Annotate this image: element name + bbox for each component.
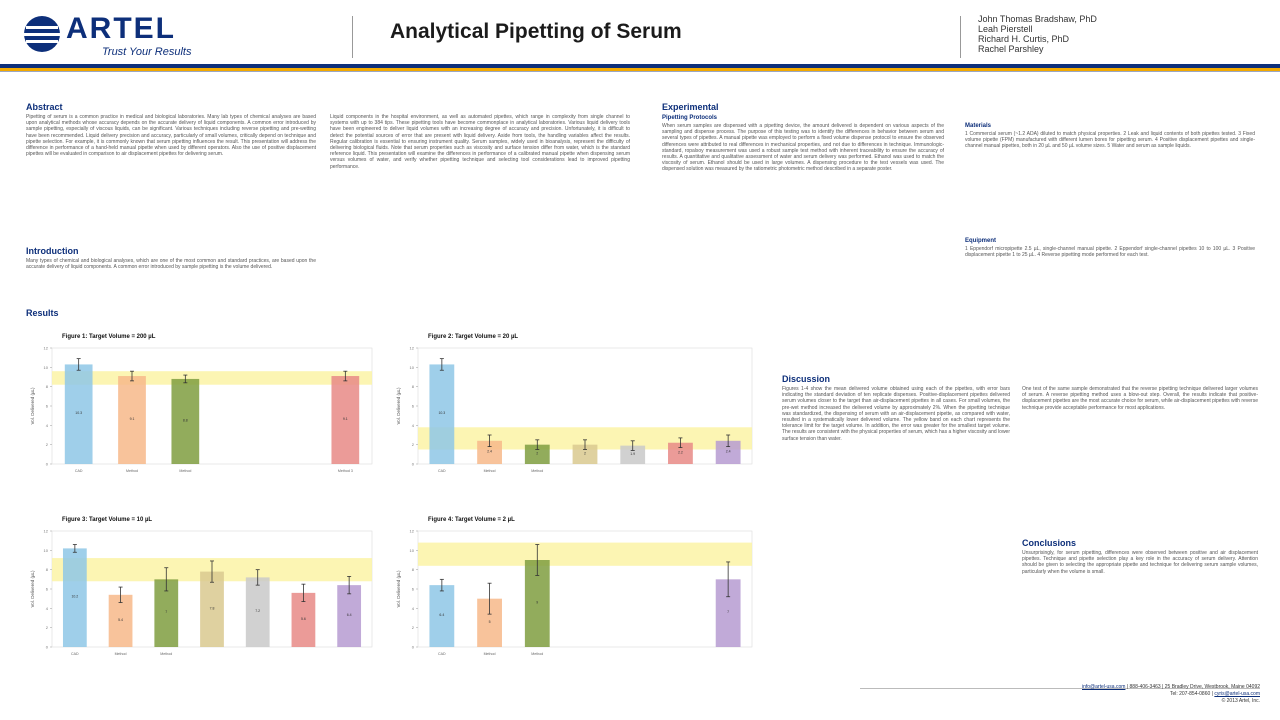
y-tick-label: 12 [43, 528, 48, 534]
y-tick-label: 10 [409, 547, 414, 553]
poster-title: Analytical Pipetting of Serum [390, 20, 682, 43]
y-tick-label: 4 [45, 605, 48, 611]
x-category-label: Method [531, 469, 544, 473]
y-tick-label: 2 [411, 625, 414, 631]
logo-text: ARTEL [66, 12, 176, 45]
data-label: 9.1 [129, 417, 135, 422]
equipment-heading: Equipment [965, 238, 996, 244]
header-divider-left [352, 16, 353, 58]
poster-header [0, 0, 1280, 70]
data-label: 6.4 [346, 613, 352, 618]
figure-1-title: Figure 1: Target Volume = 200 µL [62, 334, 156, 340]
x-category-label: CAD [71, 652, 79, 656]
y-axis-label: Vol. Delivered (µL) [30, 387, 35, 425]
discussion-heading: Discussion [782, 374, 831, 384]
y-axis-label: Vol. Delivered (µL) [396, 570, 401, 608]
data-label: 7 [165, 610, 168, 615]
header-band-light [0, 71, 1280, 72]
y-tick-label: 12 [409, 345, 414, 351]
data-label: 2.4 [487, 449, 493, 454]
y-tick-label: 4 [411, 422, 414, 428]
x-category-label: Method [126, 469, 138, 473]
x-category-label: Method [531, 652, 544, 656]
abstract-text: Pipetting of serum is a common practice in medical and biological laboratories. Many lab types of chemical analyses are based upon analytical methods whose accuracy depends on the accurate delivery of liquid components. A common error introduced by sample pipetting, especially of viscous liquids, can be significant. Various techniques including reverse pipetting and pre-wetting have been recommended. Liquid delivery precision and accuracy, particularly of small volumes, critically depend on technique and pipette selection. For example, it is commonly known that serum pipetting influences the result. This presentation will address the difference in performance of a hand-held manual pipette when used by different operators. Also the use of positive displacement pipettes will be evaluated in comparison to air displacement pipettes for delivering serum. [26, 114, 316, 158]
materials-heading: Materials [965, 123, 992, 129]
y-tick-label: 2 [45, 442, 48, 448]
y-tick-label: 2 [45, 625, 48, 631]
materials-text: 1 Commercial serum (~1.2 ADA) diluted to match physical properties. 2 Leak and liquid contents of both pipettes tested. 3 Fixed volume pipette (FPM) manufactured with different lumen bores for pipetting serum. 4 Positive displacement pipettes and single-channel manual pipettes, both in 20 µL and 50 µL volume sizes. 5 Water and serum as sample liquids. [965, 131, 1255, 150]
data-label: 5.6 [300, 616, 306, 621]
tolerance-band [418, 543, 752, 566]
y-tick-label: 4 [45, 422, 48, 428]
footer-tel: Tel: 207-854-0860 [1169, 691, 1211, 697]
y-tick-label: 8 [411, 384, 414, 390]
x-category-label: CAD [74, 469, 83, 473]
author-1: John Thomas Bradshaw, PhD [978, 14, 1097, 24]
results-heading: Results [26, 308, 59, 318]
y-tick-label: 0 [45, 461, 48, 467]
data-label: 10.3 [438, 411, 446, 416]
y-tick-label: 6 [411, 403, 414, 409]
y-axis-label: Vol. Delivered (µL) [30, 570, 35, 608]
data-label: 10.3 [75, 411, 83, 416]
y-tick-label: 4 [411, 605, 414, 611]
y-tick-label: 10 [43, 547, 48, 553]
data-label: 10.2 [71, 594, 79, 599]
figure-4-title: Figure 4: Target Volume = 2 µL [428, 517, 515, 523]
author-4: Rachel Parshley [978, 44, 1044, 54]
x-category-label: Method [179, 469, 192, 473]
figure-4-chart [392, 525, 762, 677]
data-label: 6.4 [439, 613, 445, 618]
y-tick-label: 8 [45, 384, 48, 390]
data-label: 9 [536, 600, 539, 605]
pipetting-protocols-heading: Pipetting Protocols [662, 115, 718, 121]
logo-tagline: Trust Your Results [102, 46, 192, 58]
x-category-label: CAD [438, 652, 446, 656]
x-category-label: Method [483, 652, 496, 656]
experimental-text: When serum samples are dispensed with a pipetting device, the amount delivered is dependent on various aspects of the sampling and dispense process. The purpose of this testing was to identify the differences in behavior between serum and several types of pipettes. A manual pipette was employed to perform a fixed volume dispense protocol to ensure the observed differences were attributed to real differences in mechanical properties, and not due to differences in technique. Immunologic-standard, ropalsoy measurement was used a robust sample test method with inherent traceability to ensure the accuracy of results. A quantitative and qualitative assessment of water and serum delivery was performed. Ethanol was used to match the viscosity of serum. Ethanol should be used in large volumes. A dispensing procedure to the test vessels was used. The dispensed solution was measured by the ratiometric photometric method described in a separate poster. [662, 123, 944, 173]
logo-sphere-icon [22, 14, 62, 54]
x-category-label: Method [160, 652, 173, 656]
y-tick-label: 6 [45, 586, 48, 592]
data-label: 2 [536, 451, 539, 456]
figure-2-chart [392, 342, 762, 494]
data-label: 2 [584, 451, 586, 456]
y-tick-label: 0 [45, 644, 48, 650]
data-label: 7.2 [255, 609, 261, 614]
data-label: 2.2 [677, 450, 683, 455]
x-category-label: CAD [438, 469, 446, 473]
data-label: 8.8 [182, 418, 188, 423]
data-label: 7 [727, 610, 730, 615]
introduction-heading: Introduction [26, 246, 79, 256]
x-category-label: Method [483, 469, 496, 473]
data-label: 5 [488, 619, 491, 624]
figure-3-chart [26, 525, 382, 677]
conclusions-heading: Conclusions [1022, 538, 1077, 548]
discussion-text-left: Figures 1-4 show the mean delivered volume obtained using each of the pipettes, with error bars indicating the standard deviation of ten replicate dispenses. Positive-displacement pipettes delivered serum volumes closer to the target than air-displacement pipettes in all cases. For small volumes, the pre-wet method increased the delivered volume by approximately 2%. When the pipetting technique was standardized, the dispensing of serum with an air-displacement pipette, as compared with water, resulted in a systematically lower delivered volume. The yellow band on each chart represents the tolerance limit for the target volume. In addition, the error was greater for the smallest target volume. The results are consistent with the physical properties of serum, which has a higher viscosity and lower surface tension than water. [782, 386, 1010, 442]
x-category-label: Method 3 [337, 469, 353, 473]
footer-email-link[interactable]: info@artel-usa.com [1082, 684, 1126, 690]
author-2: Leah Pierstell [978, 24, 1033, 34]
author-list [978, 14, 1097, 54]
y-tick-label: 6 [411, 586, 414, 592]
y-tick-label: 12 [409, 528, 414, 534]
y-tick-label: 2 [411, 442, 414, 448]
introduction-text: Many types of chemical and biological analyses, which are one of the most common and standard practices, are based upon the accurate delivery of liquid components. A common error introduced by sample pipetting is the volume delivered. [26, 258, 316, 271]
y-tick-label: 10 [43, 364, 48, 370]
equipment-text: 1 Eppendorf micropipette 2.5 µL, single-channel manual pipette. 2 Eppendorf single-channel pipettes 10 to 100 µL. 3 Positive displacement pipette 1 to 25 µL. 4 Reverse pipetting mode performed for each test. [965, 246, 1255, 259]
y-tick-label: 6 [45, 403, 48, 409]
x-category-label: Method [114, 652, 127, 656]
conclusions-text: Unsurprisingly, for serum pipetting, differences were observed between positive and air displacement pipettes. Technique and pipette selection play a key role in the accuracy of serum delivery. Attention should be given to selecting the appropriate pipette and technique for delivering serum sample volumes, particularly when the volume is small. [1022, 550, 1258, 575]
footer-address: 25 Bradley Drive, Westbrook, Maine 04092 [1164, 684, 1260, 690]
discussion-text-right: One test of the same sample demonstrated that the reverse pipetting technique delivered larger volumes of serum. A reverse pipetting method uses a blow-out step. Overall, the results indicate that positive-displacement pipettes are the most accurate choice for serum, while air-displacement pipettes with reverse technique provide acceptable performance for most applications. [1022, 386, 1258, 411]
y-tick-label: 12 [43, 345, 48, 351]
data-label: 5.4 [118, 617, 124, 622]
figure-1-chart [26, 342, 382, 494]
data-label: 2.4 [725, 449, 731, 454]
data-label: 7.8 [209, 606, 215, 611]
author-3: Richard H. Curtis, PhD [978, 34, 1070, 44]
y-tick-label: 0 [411, 644, 414, 650]
experimental-heading: Experimental [662, 102, 719, 112]
data-label: 1.9 [630, 451, 636, 456]
tolerance-band [52, 371, 372, 385]
footer-phone: 888-406-3463 [1129, 684, 1161, 690]
footer-email2-link[interactable]: cyris@artel-usa.com [1214, 691, 1260, 697]
artel-logo [22, 10, 242, 60]
plot-area [52, 348, 372, 464]
footer-copyright: © 2013 Artel, Inc. [1221, 698, 1260, 704]
figure-2-title: Figure 2: Target Volume = 20 µL [428, 334, 519, 340]
header-divider-right [960, 16, 961, 58]
y-tick-label: 0 [411, 461, 414, 467]
y-tick-label: 8 [411, 567, 414, 573]
y-tick-label: 8 [45, 567, 48, 573]
abstract-heading: Abstract [26, 102, 63, 112]
y-axis-label: Vol. Delivered (µL) [396, 387, 401, 425]
y-tick-label: 10 [409, 364, 414, 370]
figure-3-title: Figure 3: Target Volume = 10 µL [62, 517, 153, 523]
data-label: 9.1 [342, 417, 348, 422]
footer-contact: info@artel-usa.com | 888-406-3463 | 25 Bradley Drive, Westbrook, Maine 04092 Tel: 207-854-0860 | cyris@artel-usa.com © 2013 Artel, Inc. [1082, 684, 1260, 704]
middle-text: Liquid components in the hospital environment, as well as automated pipettes, which range in complexity from single channel to systems with up to 384 tips. These pipetting tools have become commonplace in analytical laboratories. Various liquid delivery tools have been engineered to deliver liquid volumes with an increasing degree of accuracy and precision. Unfortunately, it is difficult to detect the potential sources of error that are present with liquid delivery. Aside from tools, the handling variables affect the results. Regular calibration is essential to ensuring instrument quality. Serum samples, widely used in bioanalysis, represent the difficulty of delivering biological fluids. Note that serum properties such as viscosity and surface tension differ from water, which is the standard reference liquid. This presentation will examine the differences in performance of a calibrated manual pipette when dispensing serum versus volumes of water, and verify whether pipetting technique and selecting tool considerations lead to improved pipetting performance. [330, 114, 630, 170]
